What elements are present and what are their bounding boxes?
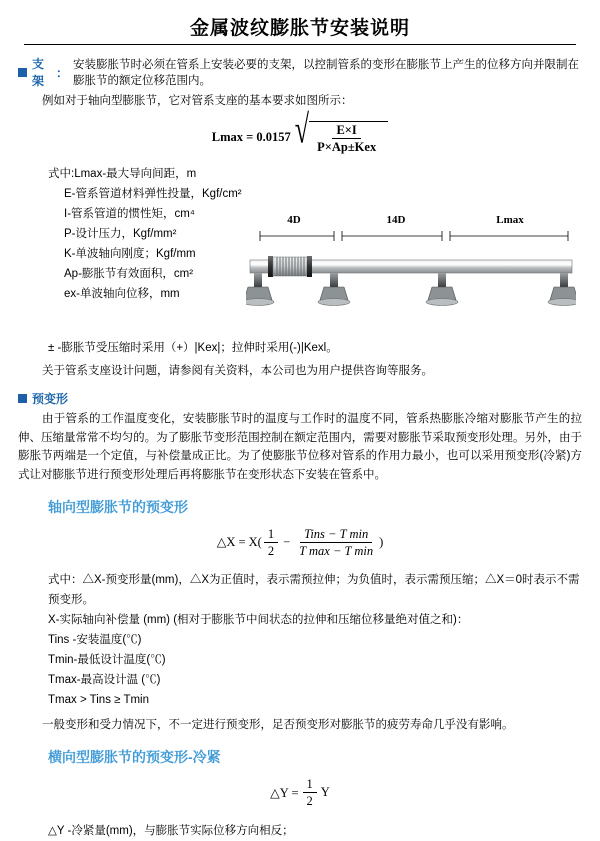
blue-square-icon <box>18 68 27 77</box>
lmax-formula <box>18 106 582 155</box>
list-item: Tmin-最低设计温度(℃) <box>48 654 166 667</box>
predeform-para1: 由于管系的工作温度变化，安装膨胀节时的温度与工作时的温度不同，管系热膨胀冷缩对膨胀节产生的拉伸、压缩量常常不均匀的。为了膨胀节变形范围控制在额定范围内，需要对膨胀节采取预变形处理。另外，由于膨胀节两端是一个定值，与补偿量成正比。为了使膨胀节位移对管系的作用力最小，也可以采用预变形(冷紧)方式让对膨胀节进行预变形处理后再将膨胀节在变形状态下安装在管系中。 <box>18 413 582 481</box>
axial-formula-half-num: 1 <box>264 527 278 543</box>
list-item: X-实际轴向补偿量 (mm) (相对于膨胀节中间状态的拉伸和压缩位移量绝对值之和)： <box>48 614 469 627</box>
flange-right <box>307 256 312 277</box>
lateral-formula-lhs: △Y = <box>270 785 299 800</box>
axial-notes-list <box>18 570 582 710</box>
axial-formula-half-den: 2 <box>267 543 275 558</box>
support-guide-1 <box>318 273 350 305</box>
section-heading-bracket-colon: ： <box>55 65 68 80</box>
bracket-para1-inline: 安装膨胀节时必须在管系上安装必要的支架，以控制管系的变形在膨胀节上产生的位移方向并限制在膨胀节的额定位移范围内。 <box>73 59 579 87</box>
lateral-formula-den: 2 <box>306 794 313 809</box>
axial-formula-minus: − <box>283 534 291 549</box>
list-item: 式中:Lmax-最大导向间距，m <box>48 168 197 181</box>
list-item: Ap-膨胀节有效面积，cm² <box>64 268 194 281</box>
dimension-label: 14D <box>386 214 406 227</box>
diagram-dimension-labels <box>246 214 576 226</box>
axial-formula <box>18 527 582 559</box>
list-item: P-设计压力，Kgf/mm² <box>64 228 177 241</box>
page-title: 金属波纹膨胀节安装说明 <box>189 18 410 39</box>
dimension-label: Lmax <box>496 214 524 227</box>
dimension-lines <box>260 231 568 241</box>
lateral-formula-rhs: Y <box>320 785 330 800</box>
axial-formula-lhs: △X = X( <box>216 535 262 550</box>
list-item: K-单波轴向刚度；Kgf/mm <box>64 248 196 261</box>
support-guide-3 <box>548 273 576 305</box>
bracket-closing: 关于管系支座设计问题，请参阅有关资料，本公司也为用户提供咨询等服务。 <box>42 365 433 378</box>
support-guide-2 <box>426 273 458 305</box>
list-item: ex-单波轴向位移，mm <box>64 288 180 301</box>
support-anchor <box>246 273 274 305</box>
subsection-heading-lateral: 横向型膨胀节的预变形-冷紧 <box>48 748 221 765</box>
piping-diagram-svg <box>246 214 576 330</box>
list-item: Tmax-最高设计温 (℃) <box>48 674 161 687</box>
lateral-formula <box>18 777 582 809</box>
piping-support-diagram <box>18 214 582 334</box>
list-item: 式中：△X-预变形量(mm)，△X为正值时，表示需预拉伸；为负值时，表示需预压缩；△X＝0时表示不需预变形。 <box>48 574 580 607</box>
dimension-label: 4D <box>287 214 301 227</box>
square-root-icon: √ $\frac{E\times I}{\text{P×Ap±Kex}}$ <box>295 121 388 155</box>
lmax-formula-denominator: P×Ap±Kex <box>317 140 377 154</box>
section-heading-predeform <box>18 390 582 407</box>
blue-square-icon <box>18 394 27 403</box>
bracket-note: ± -膨胀节受压缩时采用（+）|Kex|；拉伸时采用(-)|Kexl。 <box>48 342 338 355</box>
flange-left <box>268 256 273 277</box>
subsection-heading-axial: 轴向型膨胀节的预变形 <box>48 498 188 515</box>
list-item: Tins -安装温度(℃) <box>48 634 142 647</box>
lateral-note: △Y -冷紧量(mm)，与膨胀节实际位移方向相反； <box>48 824 294 837</box>
bellows-body <box>273 257 307 276</box>
list-item: Tmax > Tins ≥ Tmin <box>48 694 149 707</box>
lmax-formula-lhs: Lmax = 0.0157 <box>211 130 291 144</box>
section-heading-bracket <box>18 55 582 89</box>
title-divider <box>24 44 576 45</box>
list-item: I-管系管道的惯性矩，cm⁴ <box>64 208 195 221</box>
lateral-formula-num: 1 <box>303 777 317 793</box>
bracket-para2: 例如对于轴向型膨胀节，它对管系支座的基本要求如图所示： <box>42 95 353 107</box>
axial-formula-rhs: ) <box>379 534 384 549</box>
axial-formula-frac-num: Tins − T min <box>300 527 372 543</box>
axial-formula-frac-den: T max − T min <box>299 543 374 558</box>
support-group <box>246 273 576 305</box>
axial-closing: 一般变形和受力情况下，不一定进行预变形，足否预变形对膨胀节的疲劳寿命几乎没有影响。 <box>42 719 514 732</box>
lmax-formula-numerator: E×I <box>332 123 360 139</box>
section-heading-bracket-label: 支架 <box>32 57 45 88</box>
document-page <box>0 13 600 837</box>
list-item: E-管系管道材料弹性投量，Kgf/cm² <box>64 188 242 201</box>
section-heading-predeform-label: 预变形 <box>32 392 69 406</box>
